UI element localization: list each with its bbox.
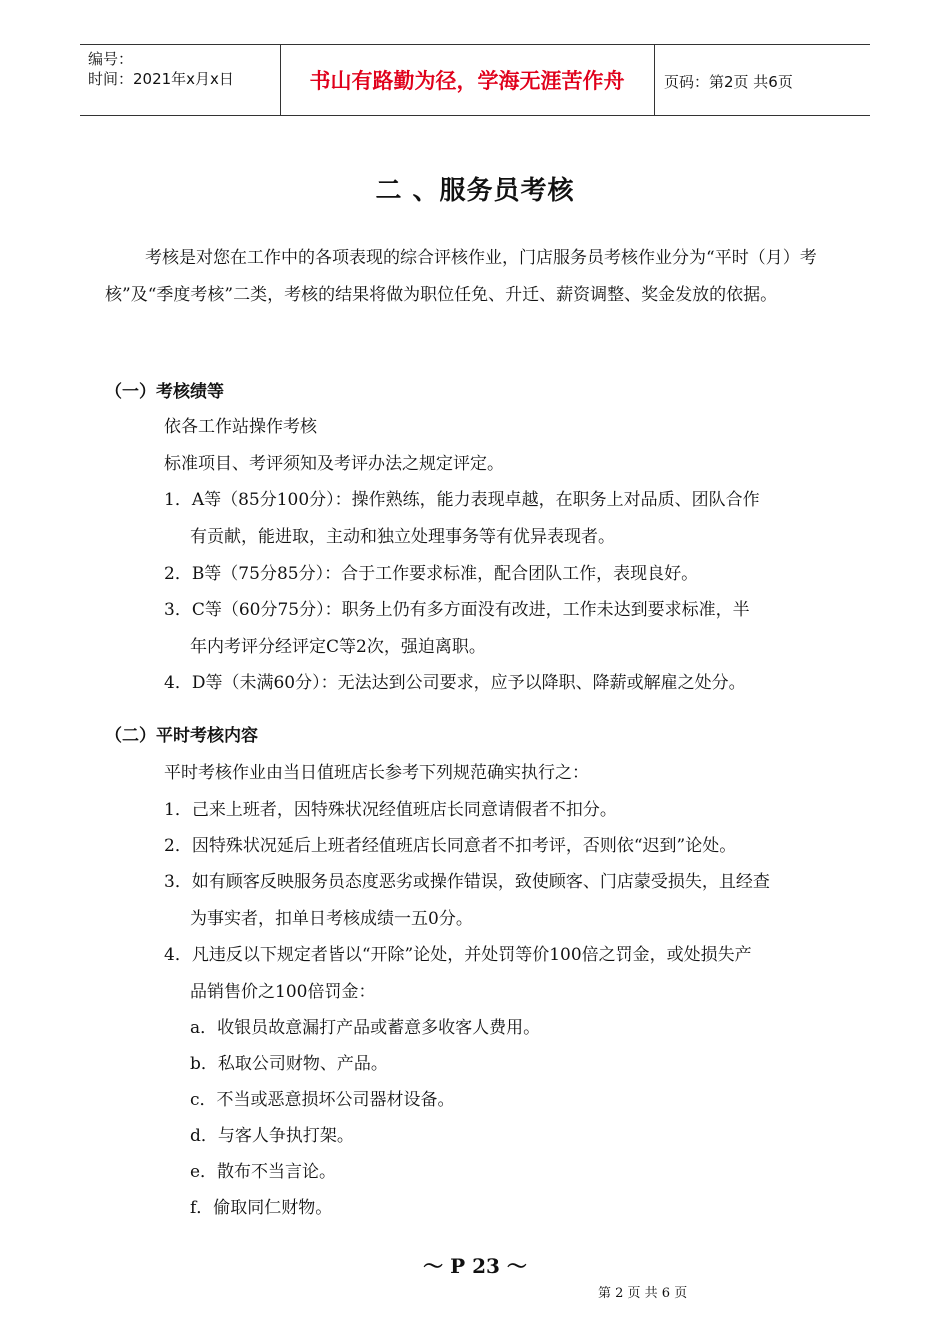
grade-item: 3．C等（60分75分）：职务上仍有多方面没有改进，工作未达到要求标准，半 (164, 600, 750, 620)
grade-item: 2．B等（75分85分）：合于工作要求标准，配合团队工作，表现良好。 (164, 564, 699, 584)
sub-item: c．不当或恶意损坏公司器材设备。 (190, 1090, 455, 1110)
page-title: 二 、服务员考核 (375, 176, 575, 206)
rule-item: 4．凡违反以下规定者皆以“开除”论处，并处罚等价100倍之罚金，或处损失产 (164, 945, 752, 965)
rule-item-cont: 品销售价之100倍罚金： (190, 982, 376, 1002)
rule-item-cont: 为事实者，扣单日考核成绩一五0分。 (190, 909, 473, 929)
page-count: 第 2 页 共 6 页 (598, 1286, 688, 1301)
section-heading-grades: （一）考核绩等 (105, 382, 224, 402)
section-line: 依各工作站操作考核 (164, 417, 317, 437)
sub-item: e．散布不当言论。 (190, 1162, 337, 1182)
time-label: 时间：2021年x月x日 (88, 70, 234, 88)
rule-item: 1．己来上班者，因特殊状况经值班店长同意请假者不扣分。 (164, 800, 617, 820)
sub-item: d．与客人争执打架。 (190, 1126, 354, 1146)
grade-item: 4．D等（未满60分）：无法达到公司要求，应予以降职、降薪或解雇之处分。 (164, 673, 746, 693)
sub-item: a．收银员故意漏打产品或蓄意多收客人费用。 (190, 1018, 541, 1038)
section-line: 平时考核作业由当日值班店长参考下列规范确实执行之： (164, 763, 589, 783)
header-meta (88, 49, 234, 89)
section-line: 标准项目、考评须知及考评办法之规定评定。 (164, 454, 504, 474)
sub-item: b．私取公司财物、产品。 (190, 1054, 388, 1074)
grade-item-cont: 有贡献，能进取，主动和独立处理事务等有优异表现者。 (190, 527, 615, 547)
header-motto: 书山有路勤为径，学海无涯苦作舟 (309, 69, 625, 93)
sub-item: f．偷取同仁财物。 (190, 1198, 333, 1218)
header-divider (654, 45, 655, 115)
rule-item: 3．如有顾客反映服务员态度恶劣或操作错误，致使顾客、门店蒙受损失，且经查 (164, 872, 770, 892)
grade-item: 1．A等（85分100分）：操作熟练，能力表现卓越，在职务上对品质、团队合作 (164, 490, 760, 510)
section-heading-regular: （二）平时考核内容 (105, 726, 258, 746)
number-label: 编号： (88, 50, 134, 68)
grade-item-cont: 年内考评分经评定C等2次，强迫离职。 (190, 637, 486, 657)
document-header (80, 44, 870, 116)
rule-item: 2．因特殊状况延后上班者经值班店长同意者不扣考评，否则依“迟到”论处。 (164, 836, 737, 856)
header-page-info: 页码：第2页 共6页 (664, 73, 793, 91)
intro-paragraph: 考核是对您在工作中的各项表现的综合评核作业，门店服务员考核作业分为“平时（月）考核”及“季度考核”二类，考核的结果将做为职位任免、升迁、薪资调整、奖金发放的依据。 (105, 248, 817, 305)
page-marker: ～ P 23 ～ (423, 1254, 527, 1278)
